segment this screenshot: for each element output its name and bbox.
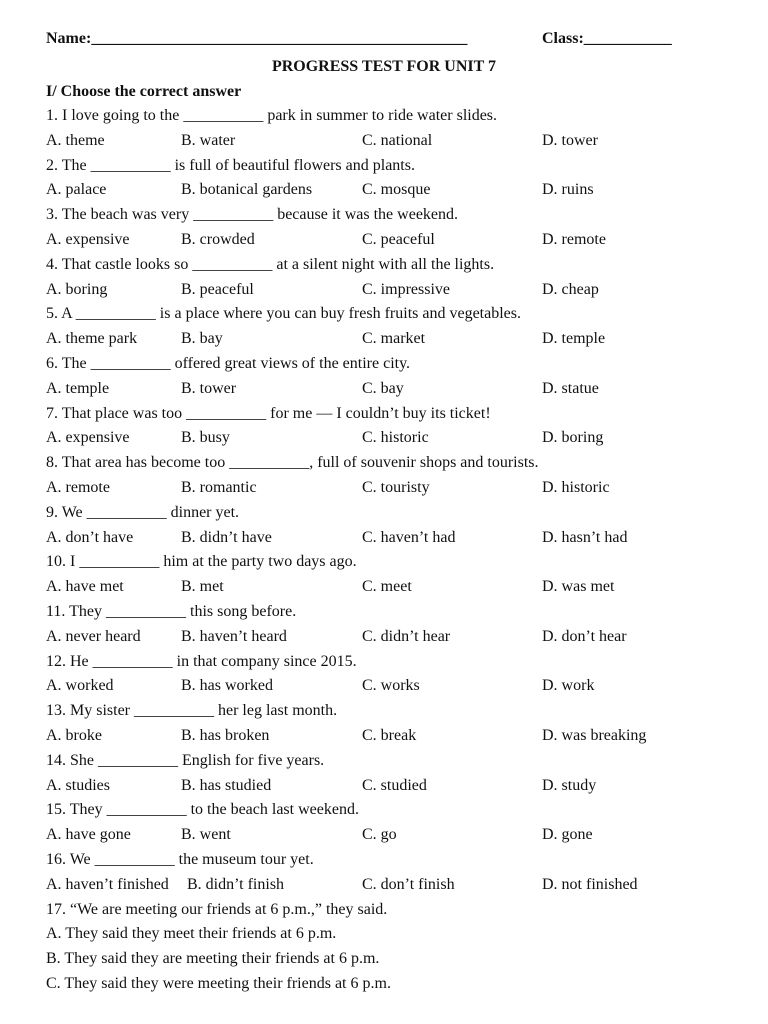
question-text: 6. The __________ offered great views of the entire city. — [46, 354, 411, 372]
section-heading: I/ Choose the correct answer — [46, 83, 242, 100]
option-d: D. statue — [542, 379, 599, 397]
question-17 — [46, 898, 736, 997]
question-item — [46, 501, 736, 551]
option-a: A. studies — [46, 776, 110, 794]
option-c: C. historic — [362, 429, 429, 447]
option-a: A. have gone — [46, 826, 131, 844]
question-text: 2. The __________ is full of beautiful flowers and plants. — [46, 156, 415, 174]
option-b: B. has broken — [181, 726, 270, 744]
option-b: B. has studied — [181, 776, 272, 794]
option-c: C. impressive — [362, 280, 450, 298]
option-d: D. don’t hear — [542, 627, 627, 645]
options-row — [46, 278, 736, 303]
question-item — [46, 699, 736, 749]
question-item — [46, 451, 736, 501]
option-b: B. peaceful — [181, 280, 254, 298]
question-text: 1. I love going to the __________ park in summer to ride water slides. — [46, 107, 498, 124]
question-text: 15. They __________ to the beach last weekend. — [46, 801, 359, 819]
option-a: A. theme park — [46, 330, 138, 348]
option-c: C. meet — [362, 578, 412, 596]
option-b: B. haven’t heard — [181, 627, 287, 645]
option-b: B. water — [181, 131, 236, 149]
options-row — [46, 674, 736, 699]
option-c: C. national — [362, 131, 433, 149]
option-a: A. have met — [46, 578, 124, 596]
option-a: A. theme — [46, 131, 105, 149]
question-item — [46, 104, 736, 154]
options-row — [46, 823, 736, 848]
option-d: D. cheap — [542, 280, 599, 298]
option-c: C. don’t finish — [362, 875, 455, 893]
options-row — [46, 426, 736, 451]
option-b: B. crowded — [181, 230, 255, 248]
question-item — [46, 600, 736, 650]
question-text: 9. We __________ dinner yet. — [46, 503, 240, 521]
question-item — [46, 402, 736, 452]
options-row — [46, 774, 736, 799]
question-item — [46, 302, 736, 352]
option-b: B. met — [181, 578, 224, 596]
options-row — [46, 327, 736, 352]
option-d: D. gone — [542, 826, 593, 844]
option-c: C. bay — [362, 379, 404, 397]
question-text: 14. She __________ English for five years. — [46, 751, 325, 769]
page-title: PROGRESS TEST FOR UNIT 7 — [271, 58, 497, 75]
option-d: D. work — [542, 677, 595, 695]
option-c: C. mosque — [362, 181, 431, 199]
options-row — [46, 625, 736, 650]
option-b: B. busy — [181, 429, 230, 447]
options-row — [46, 526, 736, 551]
question-text: 4. That castle looks so __________ at a silent night with all the lights. — [46, 255, 495, 273]
option-d: D. ruins — [542, 181, 594, 199]
option-a: A. expensive — [46, 429, 130, 447]
question-text: 16. We __________ the museum tour yet. — [46, 850, 314, 868]
question-list — [46, 104, 736, 898]
question-item — [46, 203, 736, 253]
options-row — [46, 873, 736, 898]
option-b: B. romantic — [181, 478, 257, 496]
option-d: D. was breaking — [542, 726, 647, 744]
option-a: A. palace — [46, 181, 107, 199]
option-a: A. broke — [46, 726, 102, 744]
option-b: B. bay — [181, 330, 223, 348]
option-b: B. tower — [181, 379, 237, 397]
option-c: C. studied — [362, 776, 427, 794]
option-d: D. was met — [542, 578, 615, 596]
options-row — [46, 575, 736, 600]
option-a: A. boring — [46, 280, 108, 298]
question-item — [46, 154, 736, 204]
options-row — [46, 377, 736, 402]
question-text: 11. They __________ this song before. — [46, 602, 297, 620]
class-field: Class:___________ — [542, 30, 672, 47]
question-text: 5. A __________ is a place where you can buy fresh fruits and vegetables. — [46, 305, 521, 323]
option-c: C. They said they were meeting their friends at 6 p.m. — [46, 974, 391, 992]
option-a: A. haven’t finished — [46, 875, 169, 893]
question-text: 7. That place was too __________ for me — I couldn’t buy its ticket! — [46, 404, 491, 422]
header-row — [46, 30, 736, 54]
options-row — [46, 476, 736, 501]
option-b: B. botanical gardens — [181, 181, 313, 199]
question-item — [46, 352, 736, 402]
option-b: B. didn’t finish — [187, 875, 285, 893]
option-d: D. temple — [542, 330, 606, 348]
question-text: 8. That area has become too __________, full of souvenir shops and tourists. — [46, 454, 539, 472]
options-row — [46, 178, 736, 203]
option-b: B. They said they are meeting their friends at 6 p.m. — [46, 950, 380, 968]
option-d: D. not finished — [542, 875, 638, 893]
option-c: C. break — [362, 726, 417, 744]
option-a: A. remote — [46, 478, 110, 496]
question-text: 3. The beach was very __________ because it was the weekend. — [46, 206, 459, 224]
question-item — [46, 650, 736, 700]
question-text: 13. My sister __________ her leg last month. — [46, 702, 338, 720]
option-d: D. remote — [542, 230, 606, 248]
option-a: A. expensive — [46, 230, 130, 248]
option-c: C. peaceful — [362, 230, 435, 248]
question-item — [46, 848, 736, 898]
option-c: C. didn’t hear — [362, 627, 451, 645]
options-row — [46, 129, 736, 154]
option-a: A. temple — [46, 379, 110, 397]
question-text: 10. I __________ him at the party two days ago. — [46, 553, 357, 571]
question-text: 17. “We are meeting our friends at 6 p.m.,” they said. — [46, 900, 388, 918]
option-d: D. hasn’t had — [542, 528, 628, 546]
option-d: D. boring — [542, 429, 604, 447]
question-item — [46, 550, 736, 600]
question-item — [46, 253, 736, 303]
option-c: C. touristy — [362, 478, 430, 496]
question-item — [46, 749, 736, 799]
option-c: C. market — [362, 330, 426, 348]
question-text: 12. He __________ in that company since 2015. — [46, 652, 357, 670]
option-b: B. didn’t have — [181, 528, 272, 546]
option-b: B. went — [181, 826, 231, 844]
option-a: A. don’t have — [46, 528, 134, 546]
options-row — [46, 228, 736, 253]
option-c: C. go — [362, 826, 397, 844]
options-row — [46, 724, 736, 749]
option-a: A. never heard — [46, 627, 141, 645]
option-b: B. has worked — [181, 677, 273, 695]
option-d: D. study — [542, 776, 597, 794]
question-item — [46, 798, 736, 848]
test-page — [46, 30, 736, 997]
option-a: A. worked — [46, 677, 114, 695]
option-a: A. They said they meet their friends at 6 p.m. — [46, 925, 337, 943]
option-c: C. haven’t had — [362, 528, 456, 546]
option-c: C. works — [362, 677, 420, 695]
name-field: Name:_______________________________________________ — [46, 30, 468, 47]
option-d: D. historic — [542, 478, 610, 496]
option-d: D. tower — [542, 131, 598, 149]
